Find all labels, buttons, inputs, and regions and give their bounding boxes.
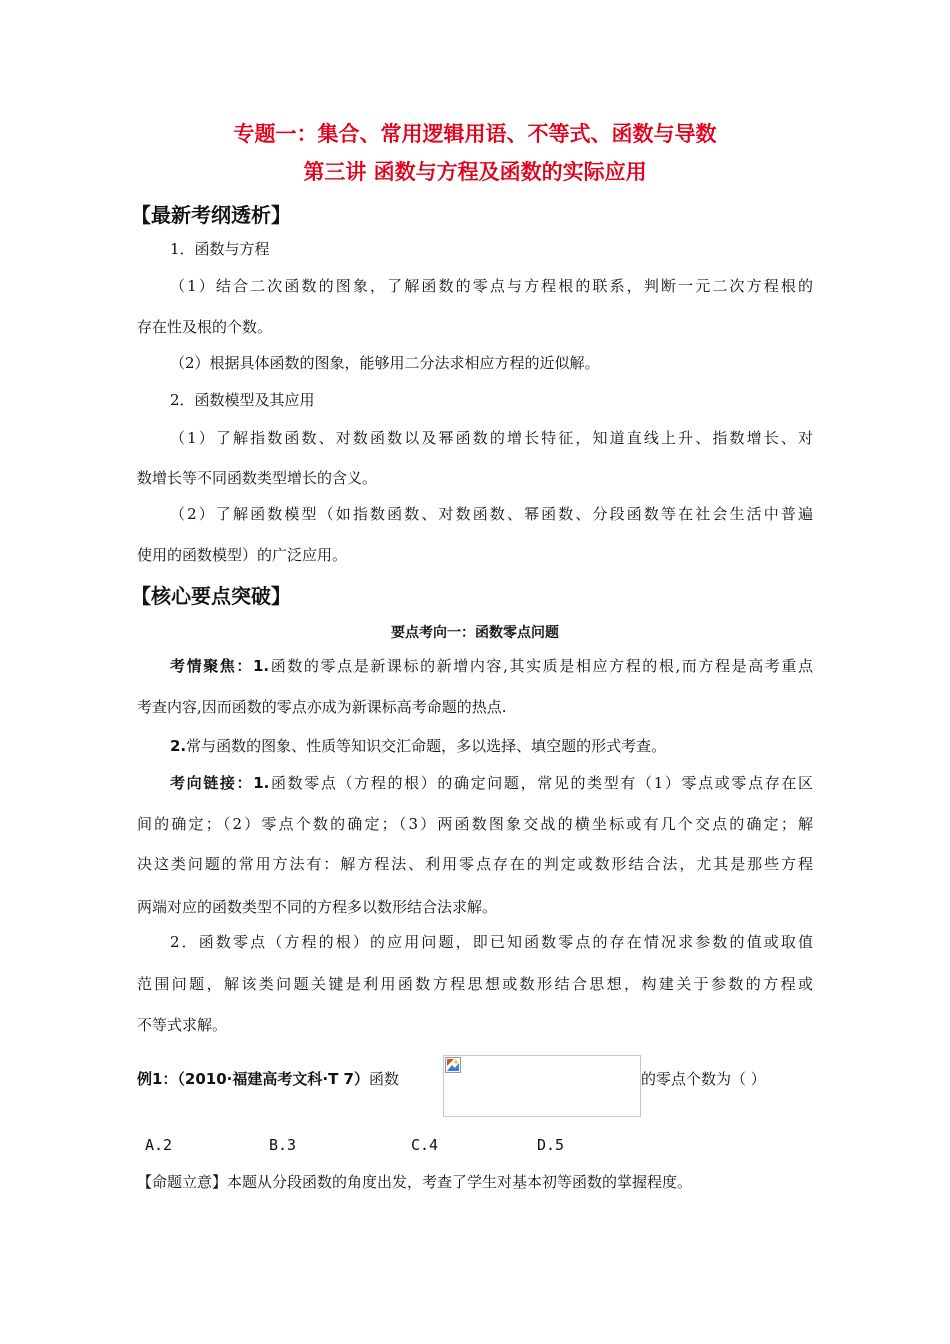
proposition-note: 【命题立意】本题从分段函数的角度出发，考查了学生对基本初等函数的掌握程度。 xyxy=(137,1173,693,1191)
focus-text-3: 常与函数的图象、性质等知识交汇命题，多以选择、填空题的形式考查。 xyxy=(186,737,667,755)
syllabus-item-1-sub2: （2）根据具体函数的图象，能够用二分法求相应方程的近似解。 xyxy=(170,354,600,372)
focus-label: 考情聚焦： xyxy=(170,657,253,675)
document-subtitle: 第三讲 函数与方程及函数的实际应用 xyxy=(303,160,647,184)
focus-line-3 xyxy=(170,735,666,757)
syllabus-item-2-sub2-line1: （2）了解函数模型（如指数函数、对数函数、幂函数、分段函数等在社会生活中普遍 xyxy=(170,505,813,523)
focus-line-1 xyxy=(170,655,813,677)
focus-num-2: 2. xyxy=(170,737,187,755)
syllabus-item-2-sub1-line1: （1）了解指数函数、对数函数以及幂函数的增长特征，知道直线上升、指数增长、对 xyxy=(170,429,813,447)
focus-text-1: 函数的零点是新课标的新增内容,其实质是相应方程的根,而方程是高考重点 xyxy=(269,657,813,675)
broken-image-icon xyxy=(445,1057,461,1073)
syllabus-item-1-sub1-line2: 存在性及根的个数。 xyxy=(137,318,273,336)
link-line-2: 间的确定；（2）零点个数的确定；（3）两函数图象交战的横坐标或有几个交点的确定；解 xyxy=(137,815,813,833)
option-d: D.5 xyxy=(537,1136,565,1154)
syllabus-item-1-sub1-line1: （1）结合二次函数的图象，了解函数的零点与方程根的联系，判断一元二次方程根的 xyxy=(170,277,813,295)
link2-line-1: 2．函数零点（方程的根）的应用问题，即已知函数零点的存在情况求参数的值或取值 xyxy=(170,933,813,951)
option-a: A.2 xyxy=(145,1136,173,1154)
document-title: 专题一：集合、常用逻辑用语、不等式、函数与导数 xyxy=(233,122,717,146)
section-heading-syllabus: 【最新考纲透析】 xyxy=(131,203,291,227)
link2-line-2: 范围问题，解该类问题关键是利用函数方程思想或数形结合思想，构建关于参数的方程或 xyxy=(137,975,813,993)
link-line-4: 两端对应的函数类型不同的方程多以数形结合法求解。 xyxy=(137,898,498,916)
syllabus-item-2-title: 2．函数模型及其应用 xyxy=(170,391,315,409)
option-c: C.4 xyxy=(411,1136,439,1154)
section-heading-core: 【核心要点突破】 xyxy=(131,584,291,608)
example-text-after: 的零点个数为（ ） xyxy=(641,1070,766,1088)
focus-num-1: 1. xyxy=(253,657,270,675)
link-num-1: 1. xyxy=(253,774,270,792)
point-title: 要点考向一：函数零点问题 xyxy=(391,625,559,641)
link2-line-3: 不等式求解。 xyxy=(137,1016,228,1034)
syllabus-item-2-sub2-line2: 使用的函数模型）的广泛应用。 xyxy=(137,546,348,564)
link-line-1 xyxy=(170,772,813,794)
syllabus-item-1-title: 1．函数与方程 xyxy=(170,240,270,258)
link-text-1: 函数零点（方程的根）的确定问题，常见的类型有（1）零点或零点存在区 xyxy=(269,774,813,792)
syllabus-item-2-sub1-line2: 数增长等不同函数类型增长的含义。 xyxy=(137,469,378,487)
option-b: B.3 xyxy=(269,1136,297,1154)
link-line-3: 决这类问题的常用方法有：解方程法、利用零点存在的判定或数形结合法，尤其是那些方程 xyxy=(137,855,813,873)
example-text-before: 函数 xyxy=(368,1070,399,1088)
example-label: 例1：（2010·福建高考文科·T 7） xyxy=(137,1070,369,1088)
focus-line-2: 考查内容,因而函数的零点亦成为新课标高考命题的热点. xyxy=(137,698,507,716)
link-label: 考向链接： xyxy=(170,774,254,792)
formula-image-placeholder xyxy=(443,1055,641,1117)
example-line xyxy=(137,1068,399,1090)
